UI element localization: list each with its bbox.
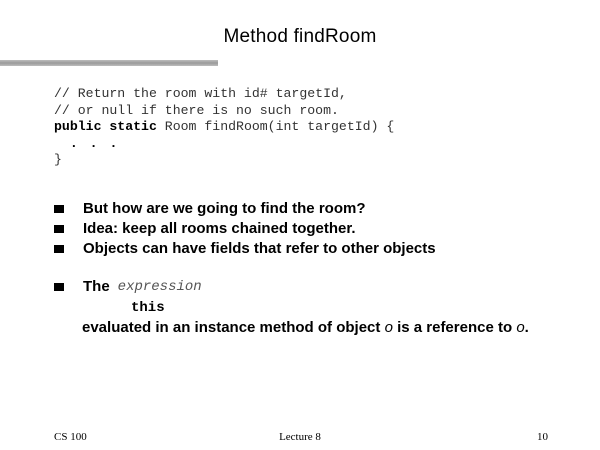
bullet-square-icon [54, 205, 64, 213]
code-comment-line-1: // Return the room with id# targetId, [54, 86, 347, 101]
explanation-text-1: evaluated in an instance method of object [82, 319, 385, 336]
bullet-square-icon [54, 283, 64, 291]
title-underline-bar [0, 60, 218, 66]
object-variable: o [384, 319, 393, 336]
expression-word: expression [117, 278, 202, 295]
footer-page-number: 10 [537, 431, 548, 443]
slide-title: Method findRoom [223, 26, 377, 47]
bullet-square-icon [54, 245, 64, 253]
code-block [54, 86, 394, 169]
bullet-lead-text: The [83, 278, 110, 295]
footer-course: CS 100 [54, 431, 87, 443]
code-closing-brace: } [54, 152, 62, 167]
code-keywords: public static [54, 119, 157, 134]
bullet-text: Objects can have fields that refer to other objects [83, 240, 436, 257]
code-ellipsis: . . . [69, 135, 120, 151]
bullet-item [54, 220, 356, 237]
code-this-keyword: this [131, 300, 165, 316]
bullet-square-icon [54, 225, 64, 233]
code-comment-line-2: // or null if there is no such room. [54, 102, 339, 118]
object-variable: o [516, 319, 525, 336]
bullet-item [54, 200, 365, 217]
explanation-text-3: . [524, 319, 529, 336]
expression-explanation [82, 318, 542, 338]
bullet-item-expression [54, 278, 202, 295]
explanation-text-2: is a reference to [392, 319, 517, 336]
bullet-item [54, 240, 436, 257]
bullet-text: Idea: keep all rooms chained together. [83, 220, 356, 237]
footer-lecture: Lecture 8 [279, 431, 321, 443]
bullet-text: But how are we going to find the room? [83, 200, 366, 217]
code-method-signature: Room findRoom(int targetId) { [156, 119, 395, 134]
